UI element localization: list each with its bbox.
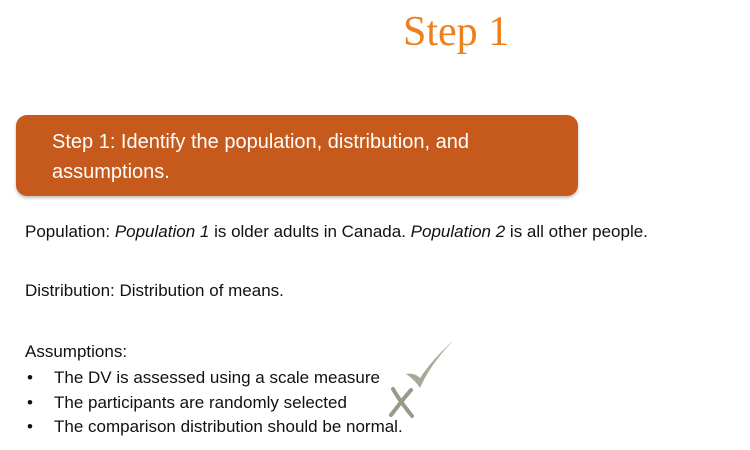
assumption-text: The DV is assessed using a scale measure xyxy=(54,368,380,387)
distribution-line: Distribution: Distribution of means. xyxy=(25,281,284,300)
assumptions-list xyxy=(25,366,403,440)
assumption-text: The participants are randomly selected xyxy=(54,392,347,412)
bullet-icon: • xyxy=(27,368,33,387)
assumption-item xyxy=(25,391,403,416)
bullet-icon: • xyxy=(27,417,33,436)
slide-title: Step 1 xyxy=(403,9,510,55)
population-label: Population: xyxy=(25,222,111,241)
assumption-item xyxy=(25,415,403,440)
step-box-text: Step 1: Identify the population, distribution, and assumptions. xyxy=(52,131,469,183)
assumption-item xyxy=(25,366,403,391)
population-1-name: Population 1 xyxy=(114,222,210,241)
population-1-desc: is older adults in Canada. xyxy=(214,222,406,241)
check-mark-icon xyxy=(402,338,456,392)
population-line xyxy=(25,221,648,243)
step-box xyxy=(16,115,578,196)
assumptions-heading: Assumptions: xyxy=(25,342,128,361)
bullet-icon: • xyxy=(27,392,33,412)
population-2-desc: is all other people. xyxy=(509,222,648,241)
assumption-text: The comparison distribution should be normal. xyxy=(54,417,403,436)
population-2-name: Population 2 xyxy=(410,222,506,241)
